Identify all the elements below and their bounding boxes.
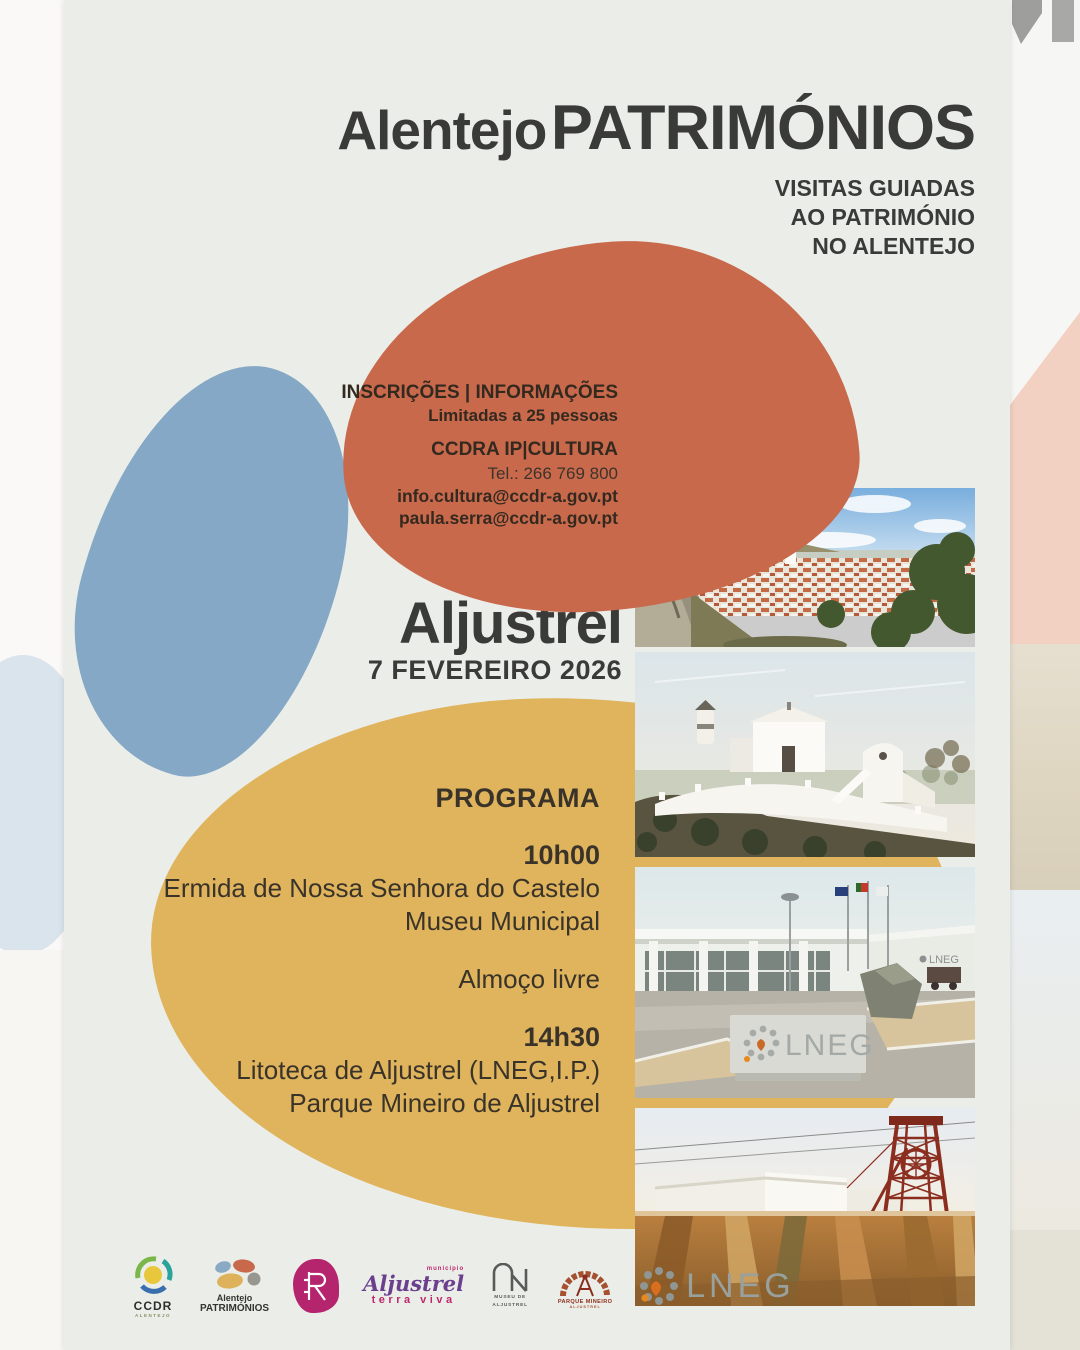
- background-faded-blue-blob: [0, 655, 64, 955]
- background-faded-chapel-photo: [1010, 890, 1080, 1230]
- program-item: Parque Mineiro de Aljustrel: [289, 1088, 600, 1118]
- logo-ccdr-alentejo: [130, 1254, 176, 1318]
- lneg-dots-icon: [638, 1265, 680, 1307]
- poster-header: [337, 92, 975, 261]
- ccdr-swirl-icon: [130, 1254, 176, 1298]
- logo-text: município: [426, 1266, 465, 1272]
- logo-text: ALJUSTREL: [569, 1304, 601, 1309]
- subtitle-line: NO ALENTEJO: [812, 233, 975, 259]
- logo-text: ALJUSTREL: [492, 1303, 528, 1308]
- logo-text: Alentejo: [216, 1292, 253, 1303]
- logo-municipio-aljustrel: [363, 1266, 464, 1306]
- logo-text: PARQUE MINEIRO: [557, 1298, 613, 1305]
- logo-text: terra viva: [371, 1294, 456, 1306]
- logo-text: MUSEU DE: [494, 1295, 526, 1300]
- parque-mineiro-arch-icon: [556, 1264, 614, 1298]
- logo-lneg: [638, 1265, 795, 1307]
- inscriptions-heading: INSCRIÇÕES | INFORMAÇÕES: [341, 382, 618, 403]
- logo-text: Aljustrel: [363, 1271, 465, 1296]
- svg-text:LNEG: LNEG: [929, 954, 959, 966]
- blue-blob-shape: [64, 335, 388, 803]
- background-faded-town-photo: [1010, 644, 1080, 890]
- inscriptions-info: [341, 380, 618, 529]
- program-item: Litoteca de Aljustrel (LNEG,I.P.): [236, 1055, 600, 1085]
- logo-text: LNEG: [686, 1266, 795, 1305]
- lneg-stone-sign: [730, 1015, 875, 1081]
- event-date: 7 FEVEREIRO 2026: [367, 655, 622, 685]
- logo-text: PATRIMÓNIOS: [200, 1302, 270, 1314]
- program-item: Ermida de Nossa Senhora do Castelo: [163, 873, 600, 903]
- event-poster: [64, 0, 1010, 1350]
- background-faded-orange-blob: [1010, 312, 1080, 644]
- inscriptions-limit: Limitadas a 25 pessoas: [428, 406, 618, 425]
- title-regular: Alentejo: [337, 99, 547, 161]
- photo-litoteca-lneg: [635, 867, 975, 1098]
- inscriptions-org: CCDRA IP|CULTURA: [431, 439, 618, 460]
- svg-text:LNEG: LNEG: [785, 1029, 875, 1062]
- subtitle-line: VISITAS GUIADAS: [774, 175, 975, 201]
- logo-text: CCDR: [133, 1299, 173, 1313]
- event-place: Aljustrel: [398, 591, 622, 656]
- logo-alentejo-patrimonios: [200, 1259, 269, 1314]
- email-address: paula.serra@ccdr-a.gov.pt: [398, 508, 618, 528]
- photo-ermida-castelo: [635, 652, 975, 857]
- logo-parque-mineiro: [556, 1264, 614, 1309]
- background-letter-fragment-icon: [1052, 0, 1074, 42]
- program-time: 10h00: [523, 840, 600, 870]
- logo-museu-aljustrel: [488, 1263, 532, 1309]
- background-strip-left-bottom: [0, 950, 64, 1350]
- background-letter-fragment-icon: [1012, 0, 1042, 44]
- partner-logos-bar: [130, 1248, 795, 1324]
- museu-monogram-icon: [488, 1263, 532, 1293]
- program-item: Museu Municipal: [404, 906, 600, 936]
- background-strip-left: [0, 0, 64, 1350]
- email-address: info.cultura@ccdr-a.gov.pt: [397, 486, 618, 506]
- hermitage-illustration: [635, 652, 975, 857]
- background-strip-right: [1010, 0, 1080, 1350]
- phone-number: Tel.: 266 769 800: [487, 464, 618, 483]
- program-heading: PROGRAMA: [435, 783, 600, 813]
- municipality-emblem-icon: [293, 1259, 339, 1313]
- logo-text: ALENTEJO: [134, 1313, 171, 1318]
- patrimonios-blobs-icon: [204, 1259, 266, 1291]
- program-block: [164, 782, 600, 1120]
- emblem-monogram-icon: [301, 1268, 331, 1304]
- lneg-building-illustration: [635, 867, 975, 1098]
- program-item: Almoço livre: [458, 964, 600, 994]
- subtitle-line: AO PATRIMÓNIO: [790, 204, 975, 230]
- background-faded-building-photo: [1010, 1230, 1080, 1350]
- program-time: 14h30: [523, 1022, 600, 1052]
- title-bold: PATRIMÓNIOS: [550, 93, 975, 163]
- page-title: [337, 92, 975, 164]
